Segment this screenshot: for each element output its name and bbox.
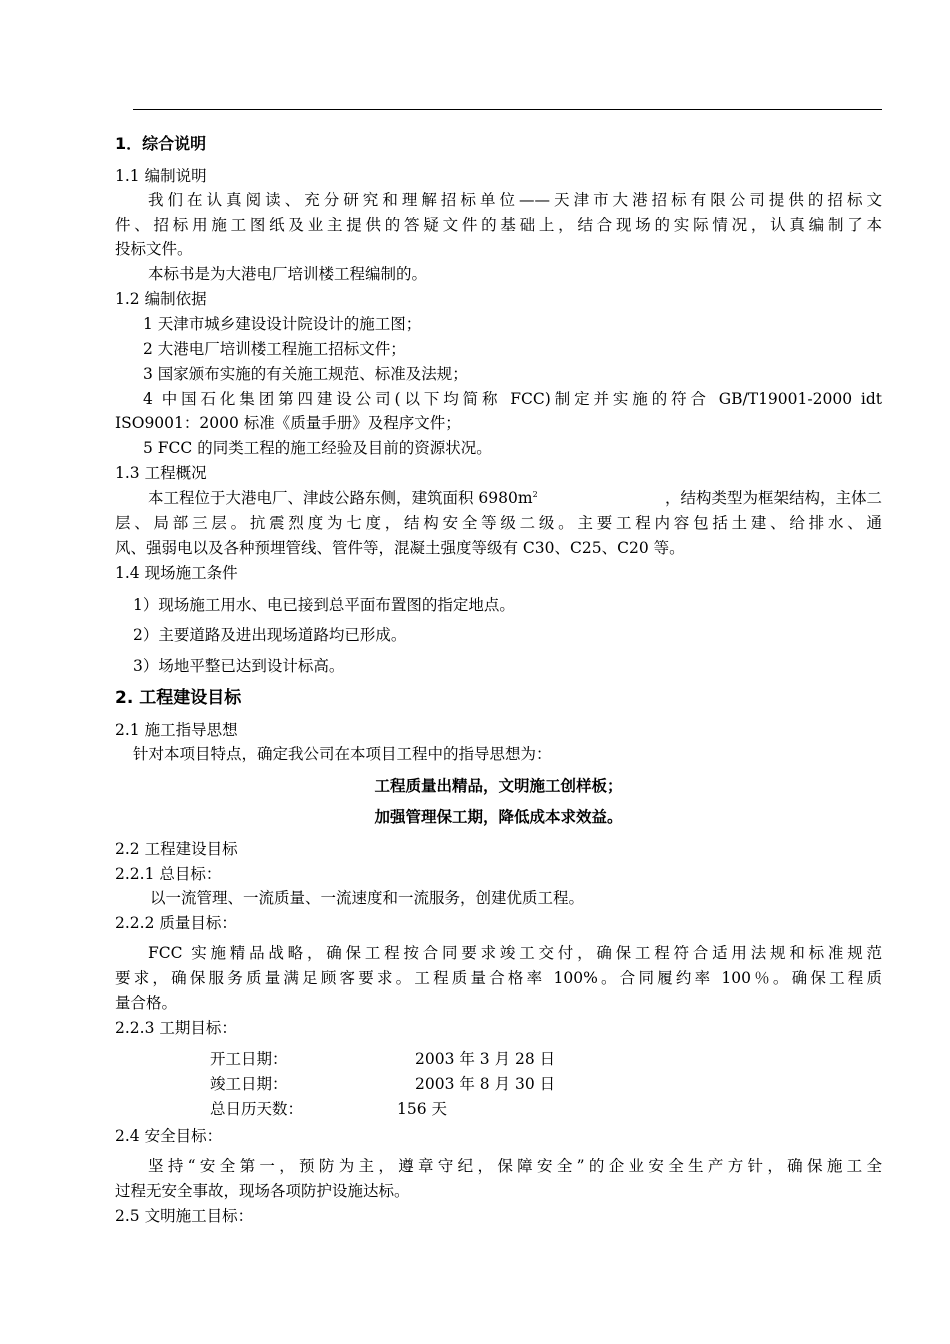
condition-item-2: 2）主要道路及进出现场道路均已形成。 bbox=[133, 626, 407, 644]
overview-area-text: 本工程位于大港电厂、津歧公路东侧，建筑面积 6980m bbox=[148, 489, 533, 507]
schedule-finish-value: 2003 年 8 月 30 日 bbox=[415, 1075, 556, 1093]
schedule-start-label: 开工日期： bbox=[210, 1050, 288, 1068]
section-1-1-heading: 1.1 编制说明 bbox=[115, 167, 207, 185]
schedule-days-value: 156 天 bbox=[397, 1100, 448, 1118]
section-1-1-para1-line1: 我们在认真阅读、充分研究和理解招标单位——天津市大港招标有限公司提供的招标文 bbox=[148, 191, 882, 209]
section-2-2-1-heading: 2.2.1 总目标： bbox=[115, 865, 222, 883]
schedule-finish-label: 竣工日期： bbox=[210, 1075, 288, 1093]
condition-item-3: 3）场地平整已达到设计标高。 bbox=[133, 657, 345, 675]
section-2-2-2-heading: 2.2.2 质量目标： bbox=[115, 914, 237, 932]
guiding-intro: 针对本项目特点，确定我公司在本项目工程中的指导思想为： bbox=[133, 745, 552, 763]
section-2-1-heading: 2.1 施工指导思想 bbox=[115, 721, 238, 739]
section-2-2-heading: 2.2 工程建设目标 bbox=[115, 840, 238, 858]
basis-item-3: 3 国家颁布实施的有关施工规范、标准及法规； bbox=[143, 365, 468, 383]
section-1-2-heading: 1.2 编制依据 bbox=[115, 290, 207, 308]
section-2-title: 2. 工程建设目标 bbox=[115, 688, 242, 708]
basis-item-4-line1: 4 中国石化集团第四建设公司(以下均简称 FCC)制定并实施的符合 GB/T19001-2000 idt bbox=[143, 390, 882, 408]
area-superscript: 2 bbox=[532, 489, 538, 499]
basis-item-2: 2 大港电厂培训楼工程施工招标文件； bbox=[143, 340, 406, 358]
section-2-2-3-heading: 2.2.3 工期目标： bbox=[115, 1019, 237, 1037]
overall-goal-text: 以一流管理、一流质量、一流速度和一流服务，创建优质工程。 bbox=[150, 889, 585, 907]
section-2-5-heading: 2.5 文明施工目标： bbox=[115, 1207, 254, 1225]
quality-goal-line2: 要求，确保服务质量满足顾客要求。工程质量合格率 100%。合同履约率 100％。确保工程质 bbox=[115, 969, 882, 987]
basis-item-5: 5 FCC 的同类工程的施工经验及目前的资源状况。 bbox=[143, 439, 492, 457]
header-rule bbox=[133, 109, 882, 110]
safety-goal-line2: 过程无安全事故，现场各项防护设施达标。 bbox=[115, 1182, 410, 1200]
quality-goal-line1: FCC 实施精品战略，确保工程按合同要求竣工交付，确保工程符合适用法规和标准规范 bbox=[148, 944, 882, 962]
condition-item-1: 1）现场施工用水、电已接到总平面布置图的指定地点。 bbox=[133, 596, 515, 614]
slogan-2: 加强管理保工期，降低成本求效益。 bbox=[374, 808, 623, 826]
schedule-start-value: 2003 年 3 月 28 日 bbox=[415, 1050, 556, 1068]
overview-line1 bbox=[148, 488, 882, 508]
overview-line2: 层、局部三层。抗震烈度为七度，结构安全等级二级。主要工程内容包括土建、给排水、通 bbox=[115, 514, 882, 532]
overview-line1-part-a bbox=[148, 488, 538, 508]
section-1-1-para1-line2: 件、招标用施工图纸及业主提供的答疑文件的基础上，结合现场的实际情况，认真编制了本 bbox=[115, 216, 882, 234]
basis-item-4-line2: ISO9001：2000 标准《质量手册》及程序文件； bbox=[115, 414, 461, 432]
quality-goal-line3: 量合格。 bbox=[115, 994, 178, 1012]
overview-line3: 风、强弱电以及各种预埋管线、管件等，混凝土强度等级有 C30、C25、C20 等。 bbox=[115, 539, 685, 557]
slogan-1: 工程质量出精品，文明施工创样板； bbox=[374, 777, 623, 795]
section-1-1-para1-line3: 投标文件。 bbox=[115, 240, 193, 258]
section-2-4-heading: 2.4 安全目标： bbox=[115, 1127, 223, 1145]
section-1-4-heading: 1.4 现场施工条件 bbox=[115, 564, 238, 582]
schedule-days-label: 总日历天数： bbox=[210, 1100, 304, 1118]
section-1-1-para2: 本标书是为大港电厂培训楼工程编制的。 bbox=[148, 265, 428, 283]
safety-goal-line1: 坚持“安全第一，预防为主，遵章守纪，保障安全”的企业安全生产方针，确保施工全 bbox=[148, 1157, 882, 1175]
overview-line1-part-b: ，结构类型为框架结构，主体二 bbox=[664, 489, 882, 507]
section-1-title: 1．综合说明 bbox=[115, 134, 207, 153]
basis-item-1: 1 天津市城乡建设设计院设计的施工图； bbox=[143, 315, 422, 333]
section-1-3-heading: 1.3 工程概况 bbox=[115, 464, 207, 482]
